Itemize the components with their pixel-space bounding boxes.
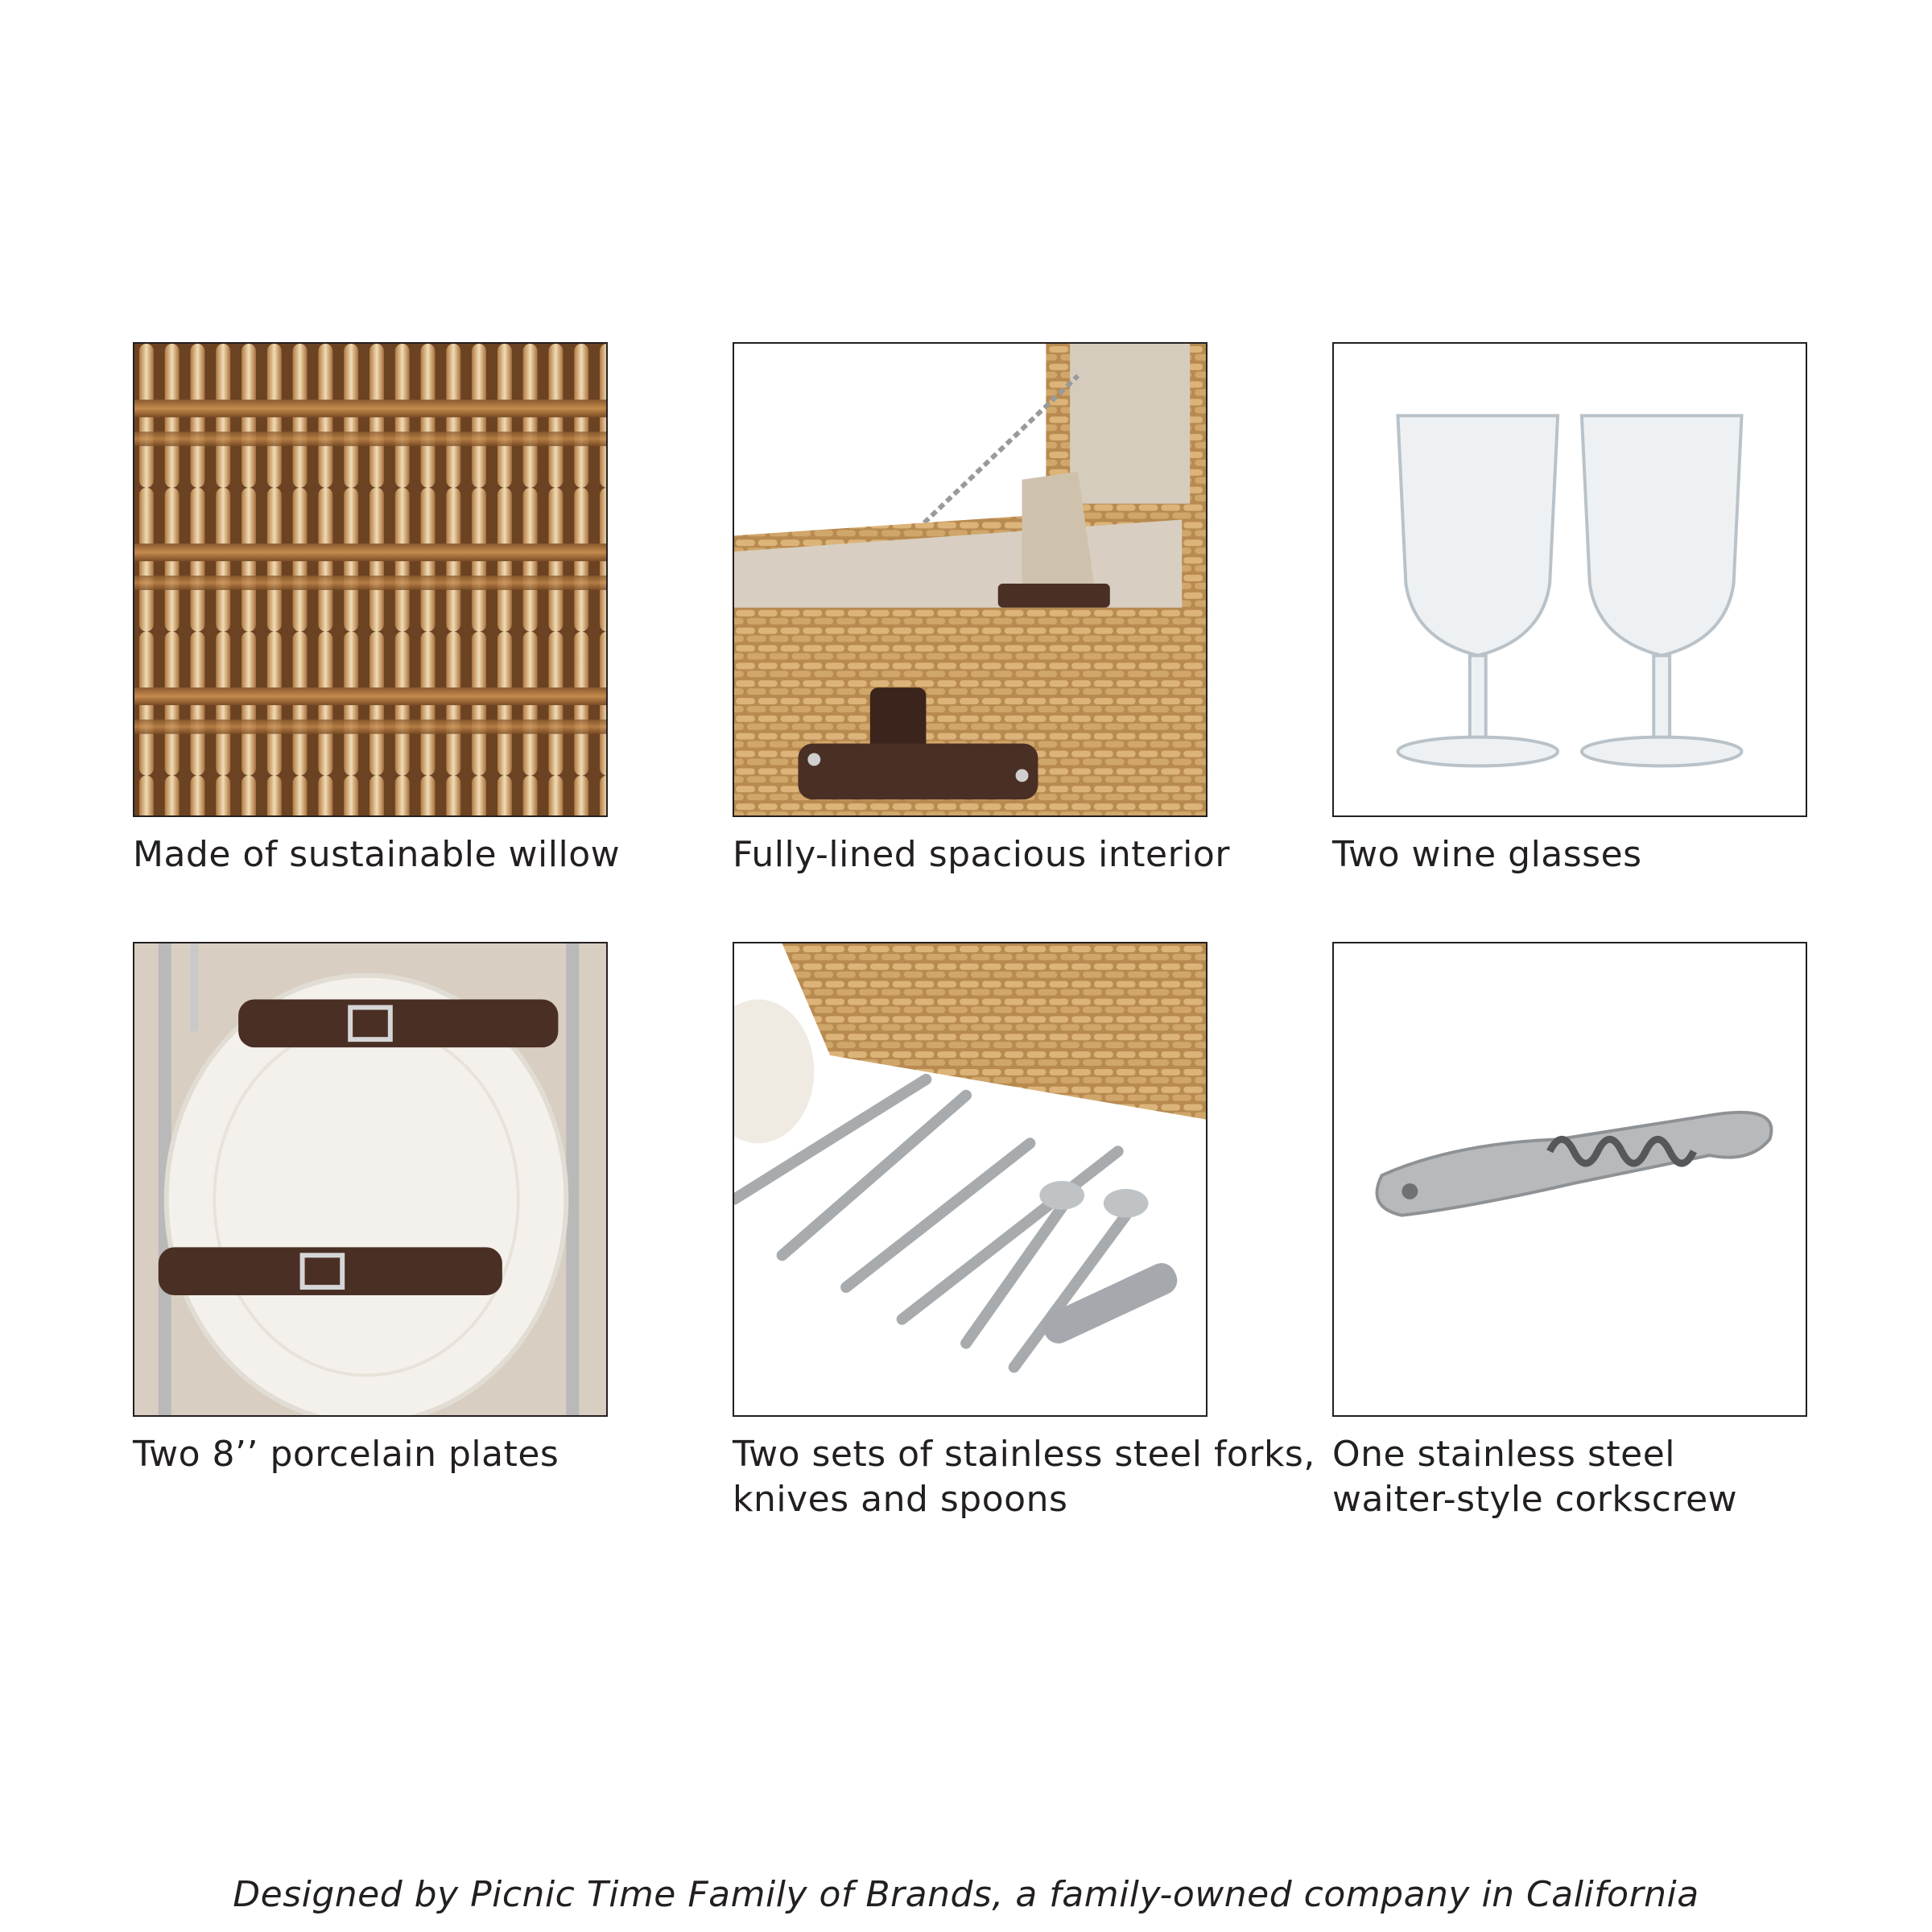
caption-line: Two 8’’ porcelain plates (133, 1434, 559, 1475)
caption-plates (133, 1432, 696, 1477)
caption-willow (133, 832, 696, 877)
caption-line: One stainless steel (1332, 1434, 1675, 1475)
caption-line: Two wine glasses (1332, 834, 1642, 875)
caption-interior (733, 832, 1296, 877)
flatware-photo (733, 942, 1208, 1417)
wine-glasses-photo (1332, 342, 1807, 817)
caption-line: waiter-style corkscrew (1332, 1479, 1738, 1520)
footer-tagline: Designed by Picnic Time Family of Brands, a family-owned company in California (233, 1874, 1699, 1915)
corkscrew-photo (1332, 942, 1807, 1417)
caption-line: Fully-lined spacious interior (733, 834, 1230, 875)
willow-weave-photo (133, 342, 608, 817)
porcelain-plates-photo (133, 942, 608, 1417)
basket-interior-photo (733, 342, 1208, 817)
caption-flatware (733, 1432, 1315, 1522)
caption-wine-glasses (1332, 832, 1896, 877)
caption-line: Made of sustainable willow (133, 834, 621, 875)
caption-corkscrew (1332, 1432, 1896, 1522)
caption-line: knives and spoons (733, 1479, 1068, 1520)
caption-line: Two sets of stainless steel forks, (733, 1434, 1315, 1475)
